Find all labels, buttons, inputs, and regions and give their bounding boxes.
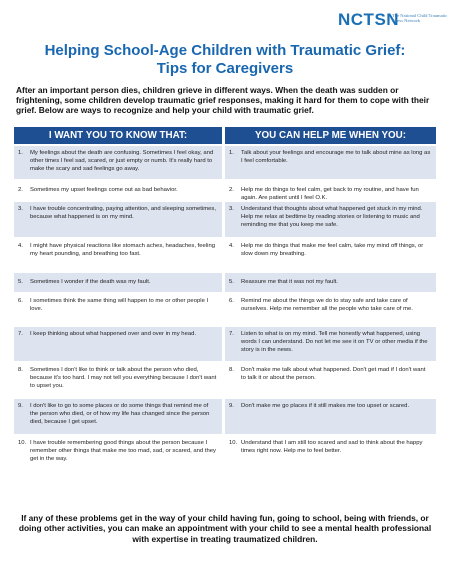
know-text: My feelings about the death are confusing. Sometimes I feel okay, and other times I feel sad, scared, or just empty or numb. It's really hard to make the scary and sad feelings go away. [30,150,214,173]
title-line-1: Helping School-Age Children with Traumatic Grief: [44,42,406,59]
know-text: I have trouble remembering good things about the person because I remember other things that make me too mad, sad, or scared, and they get in the way. [30,440,216,463]
row-number: 4. [229,243,234,249]
know-text: Sometimes I wonder if the death was my fault. [30,279,151,285]
know-cell [14,202,222,237]
know-text: I keep thinking about what happened over and over in my head. [30,331,197,337]
row-number: 2. [18,187,23,193]
know-cell [14,327,222,361]
help-text: Talk about your feelings and encourage me to talk about mine as long as I feel comfortable. [241,150,431,165]
help-cell [225,202,436,237]
row-number: 6. [229,298,234,304]
row-number: 7. [18,331,23,337]
know-text: Sometimes I don't like to think or talk about the person who died, because it's too hard. I may not tell you everything because I don't want to upset you. [30,367,217,390]
row-number: 5. [18,279,23,285]
row-number: 3. [229,206,234,212]
page-title [0,42,450,78]
know-text: I have trouble concentrating, paying attention, and sleeping sometimes, because what happened is on my mind. [30,206,216,221]
footer-note: If any of these problems get in the way of your child having fun, going to school, being with friends, or doing other activities, you can make an appointment with your child to see a mental health professional with expertise in treating traumatized children. [18,513,432,544]
row-number: 9. [229,403,234,409]
know-text: I might have physical reactions like stomach aches, headaches, feeling my heart pounding, and breathing too fast. [30,243,216,258]
help-cell [225,239,436,271]
help-text: Reassure me that it was not my fault. [241,279,338,285]
row-number: 10. [18,440,27,446]
help-text: Don't make me talk about what happened. Don't get mad if I don't want to talk it or about the person. [241,367,426,382]
row-number: 4. [18,243,23,249]
row-number: 9. [18,403,23,409]
row-number: 5. [229,279,234,285]
know-cell [14,146,222,179]
row-number: 3. [18,206,23,212]
row-number: 2. [229,187,234,193]
know-cell [14,239,222,271]
help-cell [225,146,436,179]
left-column-header: I WANT YOU TO KNOW THAT: [14,127,222,144]
help-cell [225,436,436,469]
help-cell [225,273,436,292]
know-column [14,146,222,471]
row-number: 1. [18,150,23,156]
know-cell [14,273,222,292]
know-cell [14,363,222,397]
help-cell [225,294,436,325]
row-number: 1. [229,150,234,156]
logo-subtitle: The National Child Traumatic Stress Network [392,13,448,24]
help-cell [225,181,436,200]
help-cell [225,399,436,434]
row-number: 10. [229,440,238,446]
row-number: 6. [18,298,23,304]
right-column-header: YOU CAN HELP ME WHEN YOU: [225,127,436,144]
know-text: I don't like to go to some places or do some things that remind me of the person who died, or of how my life has changed since the person died, because I get upset. [30,403,210,426]
know-cell [14,181,222,200]
help-text: Listen to what is on my mind. Tell me honestly what happened, using words I can understand. Do not let me see it on TV or other media if the story is in the news. [241,331,428,354]
row-number: 8. [18,367,23,373]
help-cell [225,327,436,361]
know-cell [14,436,222,469]
tips-table [14,127,436,501]
know-cell [14,399,222,434]
help-text: Help me do things to feel calm, get back to my routine, and have fun again. Are patient until I feel O.K. [241,187,419,202]
help-text: Help me do things that make me feel calm, take my mind off things, or slow down my breathing. [241,243,424,258]
help-cell [225,363,436,397]
know-text: Sometimes my upset feelings come out as bad behavior. [30,187,178,193]
row-number: 8. [229,367,234,373]
nctsn-logo [338,10,448,40]
row-number: 7. [229,331,234,337]
logo-name: NCTSN [338,10,400,29]
help-text: Understand that I am still too scared and sad to think about the happy times right now. Help me to feel better. [241,440,423,455]
know-cell [14,294,222,325]
help-text: Remind me about the things we do to stay safe and take care of ourselves. Help me remember all the people who take care of me. [241,298,413,313]
title-line-2: Tips for Caregivers [156,60,294,77]
intro-paragraph: After an important person dies, children grieve in different ways. When the death was sudden or frightening, some children develop traumatic grief responses, making it hard for them to cope with their grief. Below are ways to recognize and help your child with traumatic grief. [16,85,430,115]
help-column [225,146,436,471]
know-text: I sometimes think the same thing will happen to me or other people I love. [30,298,209,313]
help-text: Understand that thoughts about what happened get stuck in my mind. Help me relax at bedtime by reading stories or listening to music and reminding me that you keep me safe. [241,206,423,229]
help-text: Don't make me go places if it still makes me too upset or scared. [241,403,410,409]
